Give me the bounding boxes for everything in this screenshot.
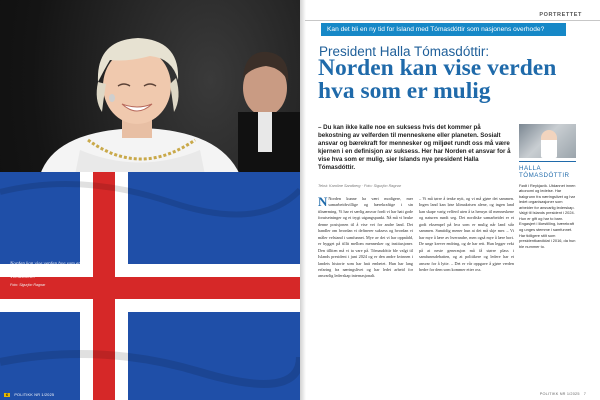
page-number-right: 7 bbox=[583, 392, 586, 396]
caption-text: Norden kan vise verden hva som er mulig, sier Islands president Halla Tómasdóttir. bbox=[10, 262, 81, 280]
body-columns bbox=[318, 196, 514, 392]
headline-top: President Halla Tómasdóttir: bbox=[319, 44, 490, 59]
section-label: PORTRETTET bbox=[539, 12, 582, 18]
background-man bbox=[238, 52, 300, 182]
folio-right bbox=[540, 392, 586, 396]
page-gutter bbox=[300, 0, 306, 400]
body-column-2: – Vi må tørre å tenke nytt, og vi må gjøre det sammen. Ingen land kan løse klimakrisen alene, og ingen land kan skape varig velferd uten å ta hensyn til menneskene og naturen rundt seg. Det nordiske samarbeidet er et godt eksempel på hva som er mulig når land står sammen. Samtidig mener hun at det må skje mer. – Vi har mye å lære av hverandre, men også mye å lære bort. De unge krever endring, og de har rett. Hun legger vekt på at neste generasjon må få større plass i samfunnsdebatten, og at politikere og ledere har et ansvar for å lytte. – Det er vår oppgave å gjøre verden bedre for dem som kommer etter oss. bbox=[419, 196, 514, 272]
fact-box-text: Født i Reykjavík. Utdannet innen økonomi og ledelse. Har bakgrunn fra næringslivet og har ledet organisasjoner som arbeider for ansvarlig lederskap. Valgt til Islands president i 2024. Hun er gift og har to barn. Engasjert i likestilling, bærekraft og unges stemme i samfunnet. Har tidligere stilt som presidentkandidat i 2016, da hun ble nummer to. bbox=[519, 182, 576, 249]
lead-paragraph: – Du kan ikke kalle noe en suksess hvis det kommer på bekostning av velferden til menneskene eller planeten. Sosialt ansvar og bærekraft for mennesker og miljøet rundt oss må være kjernen i en definisjon av suksess. Her har Norden et ansvar for å vise hva som er mulig, sier Islands nye president Halla Tómasdóttir. bbox=[318, 124, 511, 172]
folio-left bbox=[4, 393, 54, 397]
photo-caption bbox=[10, 262, 86, 287]
headline-main: Norden kan vise verden hva som er mulig bbox=[318, 55, 557, 104]
body-column-1-text: Norden kunne ha vært modigere, mer samarbeidsvillige og bærekraftige i sin tilnærming. Vi har et særlig ansvar fordi vi har hatt gode forutsetninger og et trygt utgangspunkt. Nå må vi bruke denne posisjonen til å vise vei for andre land. Det handler om hvordan vi definerer suksess og hvordan vi måler velstand i samfunnet. Mye av det vi har oppnådd, er bygget på tillit mellom mennesker og institusjoner. Den tilliten må vi ta vare på. Tómasdóttir ble valgt til Islands president i juni 2024 og er den andre kvinnen i landets historie som har hatt embetet. Hun har lang erfaring fra næringslivet og har ledet arbeid for ansvarlig lederskap internasjonalt. bbox=[318, 196, 413, 279]
fact-box bbox=[519, 124, 576, 392]
body-column-1 bbox=[318, 196, 413, 392]
fact-box-title: HALLA TÓMASDÓTTIR bbox=[519, 164, 570, 180]
folio-label-left: POLITIKK NR 1/2025 bbox=[14, 393, 55, 397]
caption-credit: Foto: Sigurjón Ragnar bbox=[10, 283, 46, 288]
fact-box-photo bbox=[519, 124, 576, 158]
page-number-left: 6 bbox=[6, 393, 9, 397]
fact-box-rule bbox=[519, 161, 576, 162]
folio-label-right: POLITIKK NR 1/2025 bbox=[539, 392, 580, 396]
president-portrait bbox=[40, 38, 240, 175]
kicker-bar: Kan det bli en ny tid for Island med Tómasdóttir som nasjonens overhode? bbox=[321, 23, 566, 36]
fact-box-person bbox=[541, 130, 557, 158]
dropcap: N bbox=[318, 196, 328, 209]
byline: Tekst: Karoline Sandberg · Foto: Sigurjón Ragnar bbox=[318, 184, 402, 188]
section-rule bbox=[305, 20, 600, 21]
